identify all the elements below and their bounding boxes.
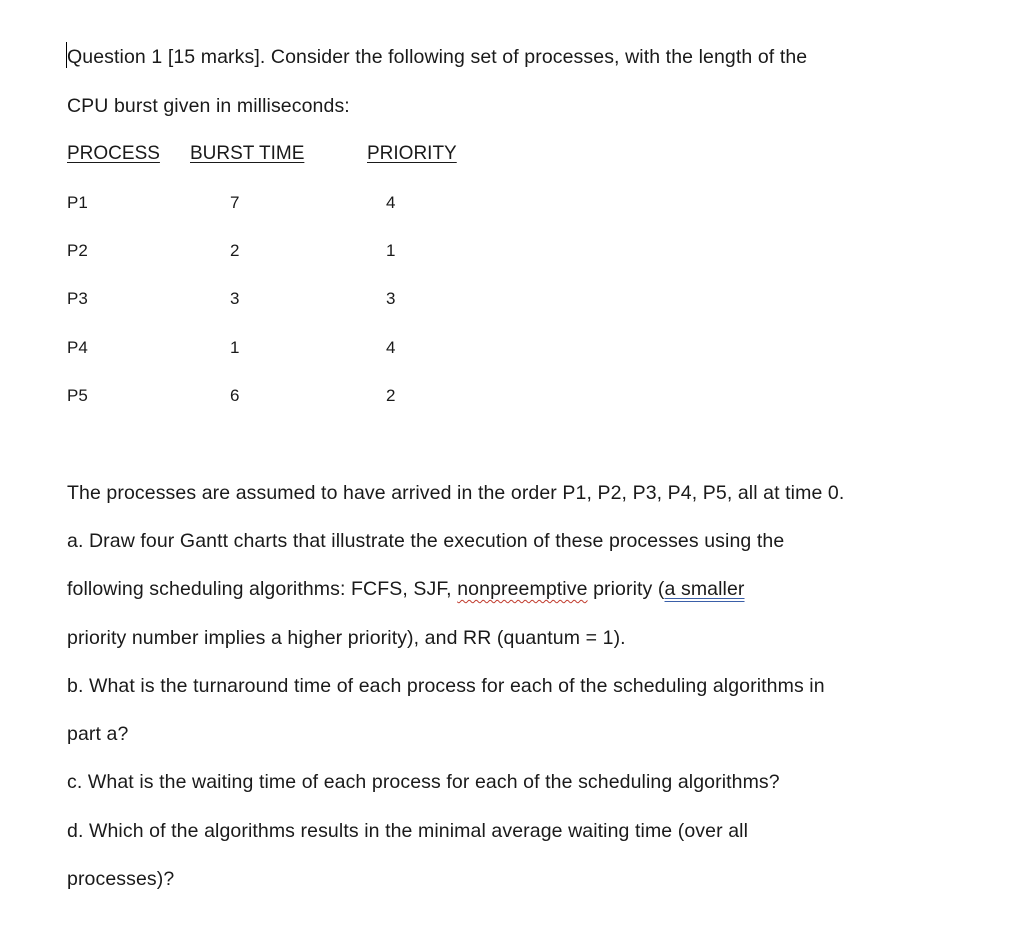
question-line-2: CPU burst given in milliseconds: xyxy=(67,95,350,117)
burst-cell: 6 xyxy=(230,386,240,405)
priority-cell: 3 xyxy=(386,289,396,308)
burst-cell: 1 xyxy=(230,338,240,357)
question-line-1: Question 1 [15 marks]. Consider the following set of processes, with the length of the xyxy=(67,46,808,68)
priority-cell: 4 xyxy=(386,193,396,212)
process-cell: P5 xyxy=(67,386,88,405)
header-priority: PRIORITY xyxy=(367,143,457,164)
priority-cell: 4 xyxy=(386,338,396,357)
part-a-line-1: a. Draw four Gantt charts that illustrate the execution of these processes using the xyxy=(67,530,785,552)
burst-cell: 2 xyxy=(230,241,240,260)
part-d-line-1: d. Which of the algorithms results in the minimal average waiting time (over all xyxy=(67,820,749,842)
burst-cell: 7 xyxy=(230,193,240,212)
part-b-line-1: b. What is the turnaround time of each process for each of the scheduling algorithms in xyxy=(67,675,825,697)
part-c-line: c. What is the waiting time of each process for each of the scheduling algorithms? xyxy=(67,771,780,793)
process-cell: P3 xyxy=(67,289,88,308)
part-b-line-2: part a? xyxy=(67,723,129,745)
process-cell: P4 xyxy=(67,338,88,357)
process-cell: P1 xyxy=(67,193,88,212)
spelling-flag-word: nonpreemptive xyxy=(457,578,588,600)
header-process: PROCESS xyxy=(67,143,160,164)
grammar-flag-phrase: a smaller xyxy=(664,578,745,600)
priority-cell: 1 xyxy=(386,241,396,260)
header-burst-time: BURST TIME xyxy=(190,143,305,164)
part-a-line-2 xyxy=(67,577,745,601)
part-a-line-2-mid: priority ( xyxy=(587,578,665,600)
part-a-line-2-start: following scheduling algorithms: FCFS, SJF, xyxy=(67,578,458,600)
part-a-line-3: priority number implies a higher priority), and RR (quantum = 1). xyxy=(67,627,626,649)
priority-cell: 2 xyxy=(386,386,396,405)
arrival-text: The processes are assumed to have arrived in the order P1, P2, P3, P4, P5, all at time 0. xyxy=(67,482,845,504)
burst-cell: 3 xyxy=(230,289,240,308)
process-cell: P2 xyxy=(67,241,88,260)
part-d-line-2: processes)? xyxy=(67,868,175,890)
